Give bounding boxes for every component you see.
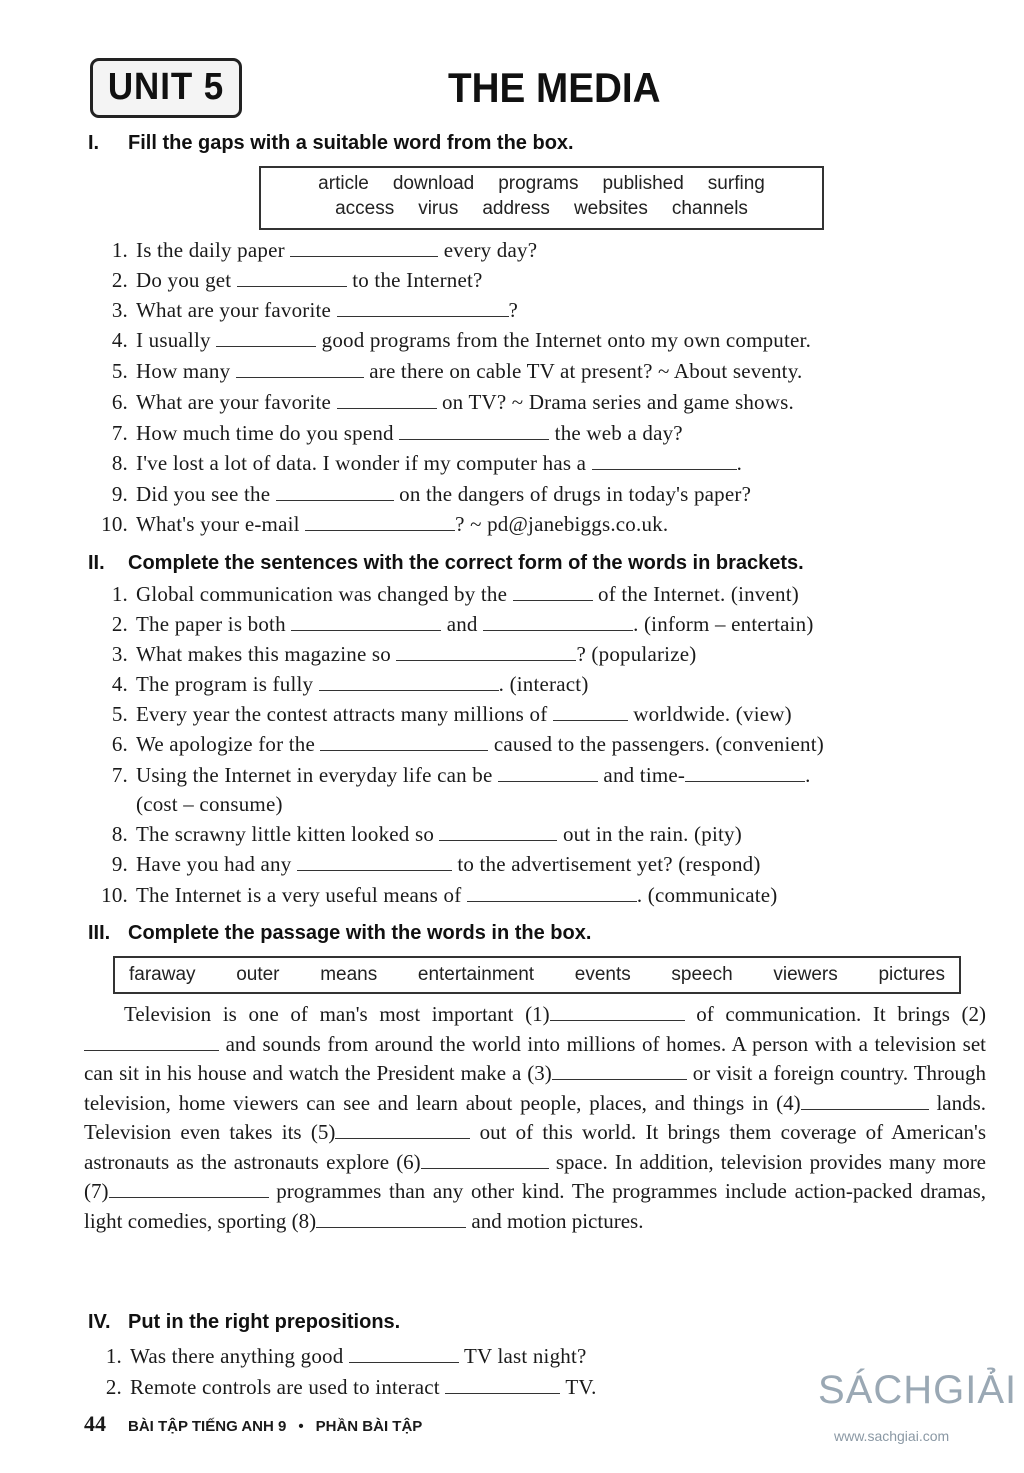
item-number: 3. — [111, 298, 128, 322]
item-number: 6. — [111, 732, 128, 756]
item-text: ? ~ pd@janebiggs.co.uk. — [455, 512, 669, 536]
book-title: BÀI TẬP TIẾNG ANH 9 — [128, 1418, 287, 1435]
item-text: We apologize for the — [136, 732, 315, 756]
item-number: 1. — [111, 238, 128, 262]
item-text: The program is fully — [136, 672, 314, 696]
item-text: and time- — [603, 763, 686, 787]
item-number: 2. — [111, 268, 128, 292]
item-text: on the dangers of drugs in today's paper? — [399, 482, 752, 506]
passage-blank — [316, 1211, 466, 1228]
item-number: 10. — [101, 883, 128, 907]
watermark-url: www.sachgiai.com — [834, 1428, 950, 1444]
answer-blank — [445, 1377, 560, 1394]
item-text: What are your favorite — [136, 390, 332, 414]
page-footer — [84, 1411, 422, 1437]
item-number: 8. — [111, 822, 128, 846]
item-text: The paper is both — [136, 612, 286, 636]
word-item: article — [318, 173, 369, 194]
item-number: 9. — [111, 852, 128, 876]
item-text: Remote controls are used to interact — [130, 1375, 440, 1399]
item-number: 7. — [111, 421, 128, 445]
passage-text: out of this world. It brings them coverage of American's astronauts as the astronauts explore (6) — [84, 1120, 987, 1174]
footer-bullet: • — [298, 1418, 304, 1435]
item-text: TV. — [565, 1375, 597, 1399]
answer-blank — [297, 854, 452, 871]
item-text: What are your favorite — [136, 298, 332, 322]
item-text: caused to the passengers. (convenient) — [493, 732, 824, 756]
item-text: . — [805, 763, 811, 787]
item-number: 6. — [111, 390, 128, 414]
item-number: 7. — [111, 763, 128, 787]
item-number: 8. — [111, 451, 128, 475]
answer-blank — [237, 270, 347, 287]
unit-badge — [90, 58, 242, 118]
word-box-1-row-1 — [261, 173, 822, 195]
answer-blank — [439, 824, 557, 841]
answer-blank — [483, 614, 633, 631]
answer-blank — [685, 765, 805, 782]
item-number: 5. — [111, 359, 128, 383]
word-item: faraway — [129, 964, 196, 985]
word-box-1 — [259, 166, 824, 230]
item-text: good programs from the Internet onto my own computer. — [321, 328, 812, 352]
item-text: every day? — [443, 238, 538, 262]
section-3-number: III. — [88, 922, 111, 944]
exercise-2-item — [90, 763, 811, 788]
item-number: 1. — [105, 1344, 122, 1368]
passage-text: Television is one of man's most important (1) — [124, 1002, 550, 1026]
exercise-2-item — [90, 883, 777, 908]
item-text: I usually — [136, 328, 211, 352]
section-4-heading — [88, 1311, 400, 1334]
item-text: of the Internet. (invent) — [598, 582, 799, 606]
passage-blank — [84, 1034, 219, 1051]
item-text: How much time do you spend — [136, 421, 394, 445]
exercise-1-item — [90, 238, 537, 263]
answer-blank — [399, 423, 549, 440]
passage-blank — [552, 1063, 687, 1080]
word-item: channels — [671, 198, 748, 219]
item-text: Do you get — [136, 268, 232, 292]
answer-blank — [498, 765, 598, 782]
exercise-1-item — [90, 421, 683, 446]
word-item: address — [482, 198, 550, 219]
passage-text: space. In addition, television provides many more (7) — [84, 1149, 987, 1203]
section-1-instruction: Fill the gaps with a suitable word from the box. — [128, 132, 574, 154]
answer-blank — [337, 300, 509, 317]
exercise-2-item — [90, 732, 824, 757]
exercise-1-item — [90, 328, 811, 353]
item-text: Using the Internet in everyday life can be — [136, 763, 493, 787]
section-3-heading — [88, 922, 591, 945]
watermark-brand: SÁCHGIẢI — [818, 1368, 1018, 1412]
word-item: programs — [498, 173, 579, 194]
word-item: download — [392, 173, 475, 194]
word-box-1-row-2 — [261, 198, 822, 220]
item-text: Did you see the — [136, 482, 271, 506]
item-text: (cost – consume) — [136, 792, 283, 816]
passage-blank — [421, 1152, 549, 1169]
answer-blank — [592, 453, 737, 470]
exercise-1-item — [90, 482, 751, 507]
exercise-2-item — [90, 702, 792, 727]
word-item: outer — [236, 964, 280, 985]
section-2-number: II. — [88, 552, 105, 574]
item-text: Global communication was changed by the — [136, 582, 508, 606]
passage-blank — [550, 1004, 685, 1021]
section-4-number: IV. — [88, 1311, 111, 1333]
item-number: 4. — [111, 672, 128, 696]
item-number: 1. — [111, 582, 128, 606]
item-text: TV last night? — [463, 1344, 587, 1368]
word-item: viewers — [773, 964, 838, 985]
passage-text: of communication. It brings (2) — [696, 1002, 987, 1026]
exercise-4-item — [84, 1344, 587, 1369]
passage-text: lands. Television even takes its (5) — [84, 1090, 987, 1144]
answer-blank — [276, 484, 394, 501]
item-number: 2. — [111, 612, 128, 636]
item-text: The Internet is a very useful means of — [136, 883, 462, 907]
word-box-3-row — [115, 964, 959, 986]
answer-blank — [396, 644, 576, 661]
item-text: and — [446, 612, 478, 636]
section-2-heading — [88, 552, 804, 575]
word-item: entertainment — [417, 964, 535, 985]
exercise-2-item — [90, 822, 742, 847]
word-item: pictures — [878, 964, 945, 985]
word-item: events — [574, 964, 631, 985]
exercise-2-item — [90, 582, 799, 607]
exercise-1-item — [90, 268, 483, 293]
item-text: on TV? ~ Drama series and game shows. — [441, 390, 794, 414]
item-text: to the advertisement yet? (respond) — [457, 852, 761, 876]
word-box-3 — [113, 956, 961, 994]
answer-blank — [305, 514, 455, 531]
item-text: . (communicate) — [636, 883, 778, 907]
section-1-number: I. — [88, 132, 100, 154]
item-text: How many — [136, 359, 231, 383]
answer-blank — [553, 704, 628, 721]
item-text: ? — [508, 298, 519, 322]
item-text: What's your e-mail — [136, 512, 300, 536]
item-number: 4. — [111, 328, 128, 352]
answer-blank — [467, 885, 637, 902]
word-item: virus — [418, 198, 459, 219]
item-number: 2. — [105, 1375, 122, 1399]
exercise-1-item — [90, 451, 742, 476]
watermark-logo — [818, 1368, 1018, 1458]
word-item: websites — [573, 198, 648, 219]
word-item: means — [320, 964, 378, 985]
item-text: ? (popularize) — [576, 642, 697, 666]
unit-label: UNIT 5 — [107, 66, 225, 108]
answer-blank — [320, 734, 488, 751]
reading-passage — [84, 1000, 986, 1236]
answer-blank — [216, 330, 316, 347]
item-text: Have you had any — [136, 852, 292, 876]
answer-blank — [319, 674, 499, 691]
item-number: 3. — [111, 642, 128, 666]
exercise-1-item — [90, 512, 668, 537]
answer-blank — [337, 392, 437, 409]
item-text: to the Internet? — [352, 268, 483, 292]
exercise-1-item — [90, 298, 518, 323]
page-number: 44 — [84, 1411, 106, 1436]
item-number: 9. — [111, 482, 128, 506]
answer-blank — [236, 361, 364, 378]
passage-text: programmes than any other kind. The programmes include action-packed dramas, light comedies, sporting (8) — [84, 1179, 986, 1233]
section-4-instruction: Put in the right prepositions. — [128, 1311, 401, 1333]
section-3-instruction: Complete the passage with the words in the box. — [128, 922, 592, 944]
book-part: PHẦN BÀI TẬP — [315, 1418, 423, 1435]
exercise-2-item — [90, 612, 814, 637]
exercise-2-item — [90, 852, 761, 877]
page-title: THE MEDIA — [448, 64, 661, 111]
passage-blank — [109, 1181, 269, 1198]
item-text: out in the rain. (pity) — [562, 822, 742, 846]
section-1-heading — [88, 132, 574, 155]
answer-blank — [349, 1346, 459, 1363]
item-text: What makes this magazine so — [136, 642, 391, 666]
exercise-1-item — [90, 390, 794, 415]
word-item: access — [335, 198, 395, 219]
word-item: surfing — [707, 173, 765, 194]
exercise-2-item — [90, 642, 696, 667]
exercise-4-item — [84, 1375, 597, 1400]
word-item: speech — [671, 964, 733, 985]
item-text: The scrawny little kitten looked so — [136, 822, 435, 846]
passage-text: and motion pictures. — [471, 1208, 644, 1233]
answer-blank — [513, 584, 593, 601]
passage-text: and sounds from around the world into millions of homes. A person with a television set can sit in his house and watch the President make a (3) — [84, 1031, 986, 1085]
item-number: 5. — [111, 702, 128, 726]
exercise-1-item — [90, 359, 803, 384]
passage-text: or visit a foreign country. Through television, home viewers can see and learn about people, places, and things in (4) — [84, 1061, 987, 1115]
item-text: are there on cable TV at present? ~ About seventy. — [369, 359, 803, 383]
item-text: worldwide. (view) — [633, 702, 792, 726]
item-text: Was there anything good — [130, 1344, 344, 1368]
item-number: 10. — [101, 512, 128, 536]
item-text: . (interact) — [498, 672, 589, 696]
item-text: Is the daily paper — [136, 238, 285, 262]
item-text: Every year the contest attracts many millions of — [136, 702, 548, 726]
answer-blank — [291, 614, 441, 631]
passage-blank — [801, 1093, 929, 1110]
answer-blank — [290, 240, 438, 257]
section-2-instruction: Complete the sentences with the correct form of the words in brackets. — [128, 552, 804, 574]
item-text: the web a day? — [554, 421, 683, 445]
passage-blank — [335, 1122, 470, 1139]
exercise-2-item — [90, 672, 589, 697]
word-item: published — [602, 173, 684, 194]
exercise-2-item — [90, 792, 283, 817]
item-text: . — [736, 451, 743, 475]
item-text: . (inform – entertain) — [633, 612, 814, 636]
item-text: I've lost a lot of data. I wonder if my computer has a — [136, 451, 587, 475]
